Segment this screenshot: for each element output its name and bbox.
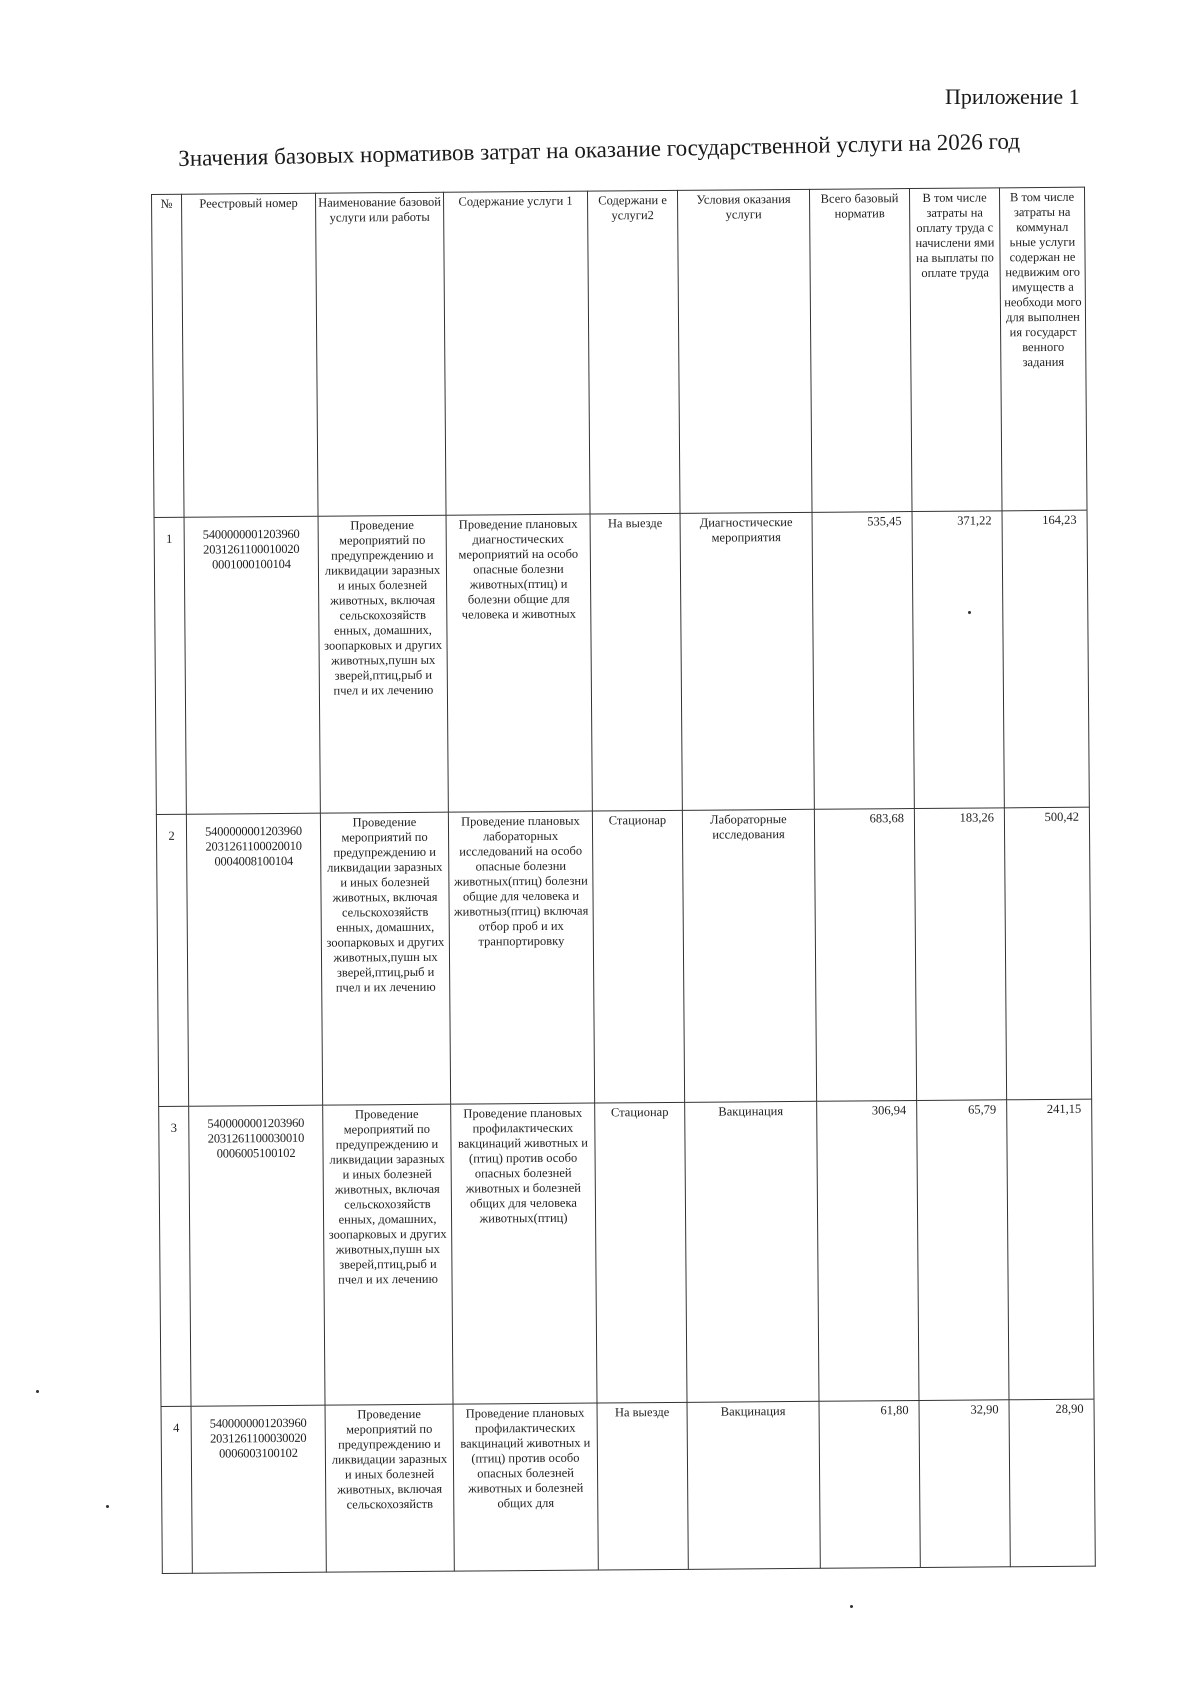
header-content1: Содержание услуги 1 — [443, 191, 590, 515]
cell-labor: 65,79 — [917, 1100, 1009, 1401]
cell-conditions: Вакцинация — [687, 1401, 820, 1569]
cell-no: 2 — [156, 814, 188, 1106]
cell-registry: 5400000001203960 2031261100030010 0006005100102 — [189, 1105, 325, 1406]
cell-service: Проведение мероприятий по предупреждению и ликвидации заразных и иных болезней животных, включая сельскохозяйств енных, домашних, зоопарковых и других животных,пушн ых зверей,птиц,рыб и пчел и их лечению — [323, 1104, 453, 1405]
cell-utilities: 500,42 — [1004, 807, 1091, 1100]
scan-speck — [106, 1505, 109, 1508]
header-utilities: В том числе затраты на коммунал ьные услуги содержан не недвижим ого имуществ а необходи мого для выполнен ия государст венного задания — [999, 187, 1087, 511]
cell-no: 1 — [154, 517, 186, 814]
cell-labor: 32,90 — [919, 1400, 1010, 1568]
document-title: Значения базовых нормативов затрат на оказание государственной услуги на 2026 год — [178, 128, 1021, 171]
cell-total: 61,80 — [819, 1401, 920, 1569]
cell-content2: Стационар — [595, 1102, 687, 1403]
cell-no: 3 — [159, 1106, 191, 1406]
cell-labor: 371,22 — [912, 511, 1004, 809]
cell-conditions: Лабораторные исследования — [682, 809, 816, 1102]
norms-table — [151, 187, 1096, 1574]
appendix-label: Приложение 1 — [945, 84, 1080, 109]
cell-content1: Проведение плановых профилактических вакцинаций животных и (птиц) против особо опасных болезней животных и болезней общих для человека животных(птиц) — [451, 1103, 597, 1404]
header-service: Наименование базовой услуги или работы — [315, 192, 446, 516]
cell-service: Проведение мероприятий по предупреждению и ликвидации заразных и иных болезней животных, включая сельскохозяйств — [325, 1404, 454, 1572]
cell-content1: Проведение плановых диагностических мероприятий на особо опасные болезни животных(птиц) и болезни общие для человека и животных — [446, 514, 592, 812]
cell-content1: Проведение плановых профилактических вакцинаций животных и (птиц) против особо опасных болезней животных и болезней общих для — [453, 1403, 598, 1571]
cell-registry: 5400000001203960 2031261100020010 0004008100104 — [186, 813, 322, 1106]
cell-content2: На выезде — [590, 513, 682, 811]
header-total: Всего базовый норматив — [809, 189, 912, 513]
cell-registry: 5400000001203960 2031261100030020 0006003100102 — [191, 1405, 326, 1573]
cell-labor: 183,26 — [914, 808, 1006, 1101]
norms-table-container — [151, 187, 1095, 1574]
cell-utilities: 164,23 — [1002, 510, 1089, 808]
cell-content2: На выезде — [597, 1402, 688, 1570]
table-row — [161, 1399, 1095, 1573]
header-conditions: Условия оказания услуги — [677, 189, 812, 513]
cell-no: 4 — [161, 1406, 192, 1573]
table-row — [154, 510, 1089, 814]
table-row — [159, 1099, 1094, 1406]
table-row — [156, 807, 1091, 1106]
cell-conditions: Вакцинация — [685, 1101, 819, 1402]
header-labor: В том числе затраты на оплату труда с начислени ями на выплаты по оплате труда — [909, 188, 1002, 512]
header-no: № — [152, 194, 185, 517]
table-header-row — [152, 187, 1088, 517]
cell-content1: Проведение плановых лабораторных исследований на особо опасные болезни животных(птиц) болезни общие для человека и животныз(птиц) включая отбор проб и их транпортировку — [448, 811, 594, 1104]
scan-speck — [968, 611, 971, 614]
scan-speck — [36, 1390, 39, 1393]
cell-total: 306,94 — [817, 1101, 919, 1402]
cell-registry: 5400000001203960 2031261100010020 0001000100104 — [184, 516, 320, 814]
cell-conditions: Диагностические мероприятия — [680, 512, 814, 810]
scan-speck — [850, 1605, 853, 1608]
cell-service: Проведение мероприятий по предупреждению и ликвидации заразных и иных болезней животных, включая сельскохозяйств енных, домашних, зоопарковых и других животных,пушн ых зверей,птиц,рыб и пчел и их лечению — [318, 515, 448, 813]
cell-service: Проведение мероприятий по предупреждению и ликвидации заразных и иных болезней животных, включая сельскохозяйств енных, домашних, зоопарковых и других животных,пушн ых зверей,птиц,рыб и пчел и их лечению — [320, 812, 450, 1105]
header-registry: Реестровый номер — [182, 193, 319, 517]
cell-utilities: 241,15 — [1007, 1099, 1094, 1400]
cell-utilities: 28,90 — [1009, 1399, 1095, 1567]
cell-content2: Стационар — [592, 810, 684, 1103]
cell-total: 535,45 — [812, 512, 914, 810]
header-content2: Содержани е услуги2 — [587, 190, 680, 514]
cell-total: 683,68 — [814, 809, 916, 1102]
